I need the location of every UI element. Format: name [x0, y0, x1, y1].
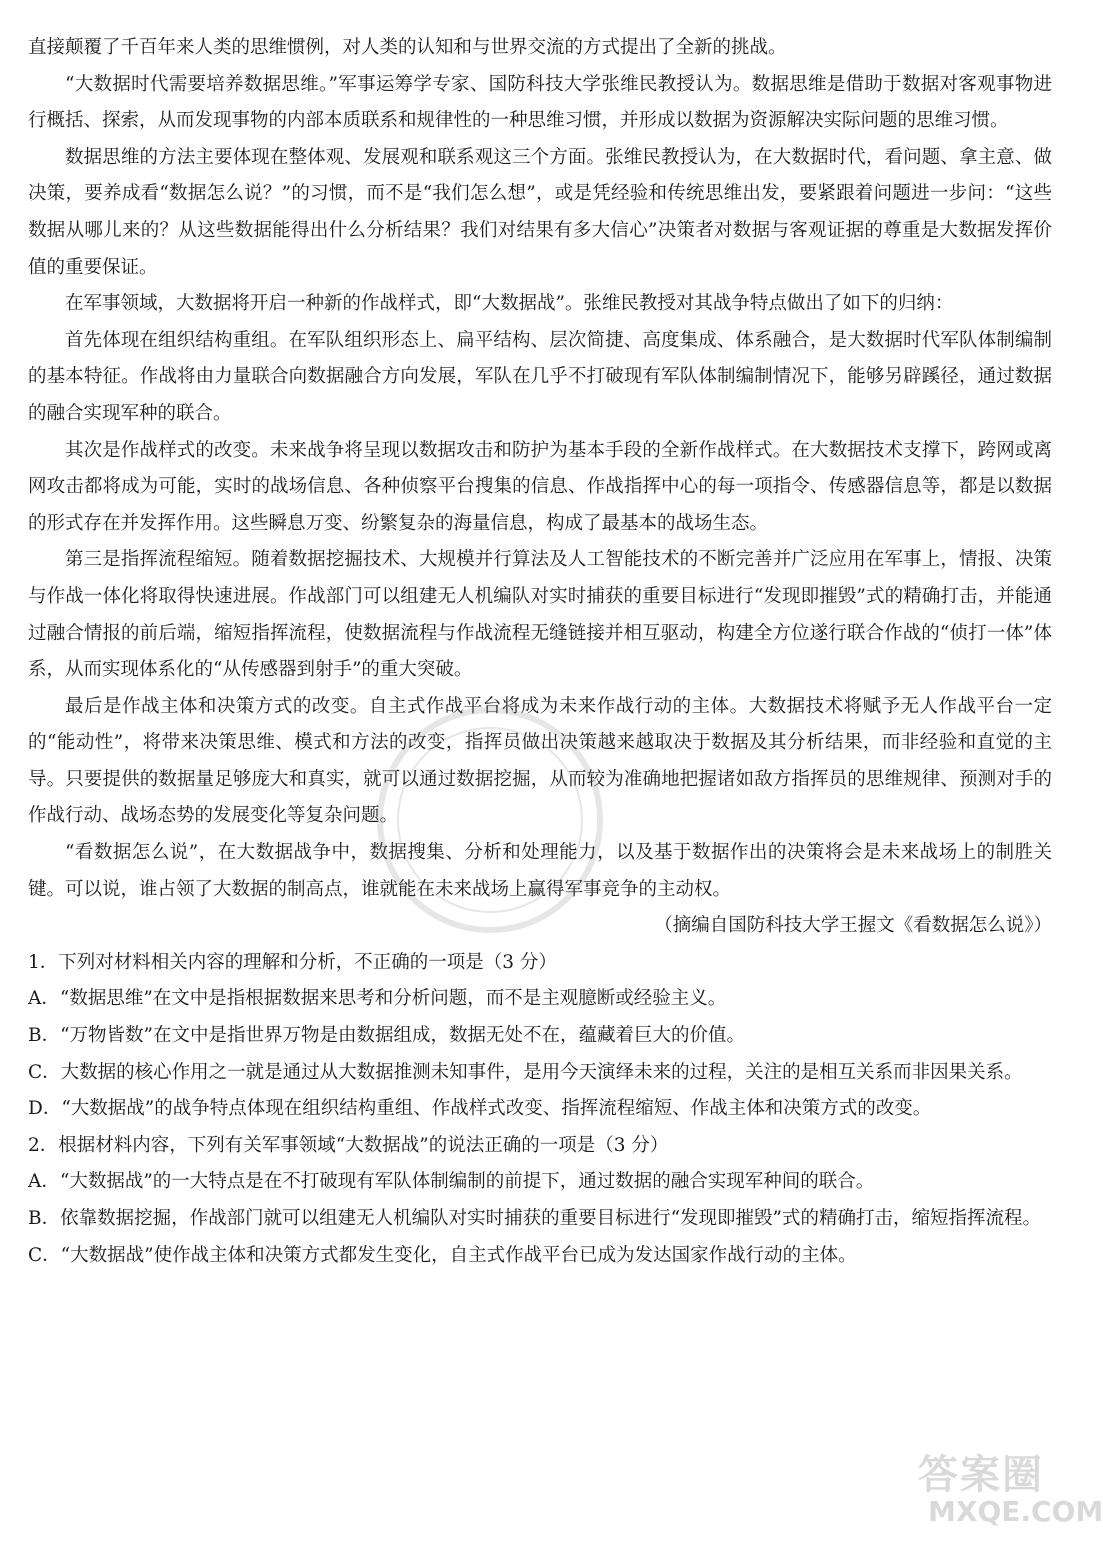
answer-option: B．“万物皆数”在文中是指世界万物是由数据组成，数据无处不在，蕴藏着巨大的价值。: [28, 1025, 746, 1047]
article-source: （摘编自国防科技大学王握文《看数据怎么说》）: [654, 915, 1052, 937]
article-paragraph: “看数据怎么说”，在大数据战争中，数据搜集、分析和处理能力，以及基于数据作出的决策将会是未来战场上的制胜关键。可以说，谁占领了大数据的制高点，谁就能在未来战场上赢得军事竞争的主动权。: [28, 842, 1052, 900]
answer-option: C．大数据的核心作用之一就是通过从大数据推测未知事件，是用今天演绎未来的过程，关注的是相互关系而非因果关系。: [28, 1061, 1023, 1083]
watermark-site-url: MXQE.COM: [928, 1495, 1103, 1528]
article-paragraph: 首先体现在组织结构重组。在军队组织形态上、扁平结构、层次简捷、高度集成、体系融合，是大数据时代军队体制编制的基本特征。作战将由力量联合向数据融合方向发展，军队在几乎不打破现有军队体制编制情况下，能够另辟蹊径，通过数据的融合实现军种的联合。: [28, 329, 1052, 424]
answer-option: D．“大数据战”的战争特点体现在组织结构重组、作战样式改变、指挥流程缩短、作战主体和决策方式的改变。: [28, 1098, 932, 1120]
document-page: [28, 30, 1052, 1274]
article-paragraph: “大数据时代需要培养数据思维。”军事运筹学专家、国防科技大学张维民教授认为。数据思维是借助于数据对客观事物进行概括、探索，从而发现事物的内部本质联系和规律性的一种思维习惯，并形成以数据为资源解决实际问题的思维习惯。: [28, 73, 1052, 132]
questions-section: [28, 945, 1052, 1274]
article-paragraph: 直接颠覆了千百年来人类的思维惯例，对人类的认知和与世界交流的方式提出了全新的挑战。: [28, 37, 787, 58]
answer-option: C．“大数据战”使作战主体和决策方式都发生变化，自主式作战平台已成为发达国家作战行动的主体。: [28, 1244, 857, 1266]
answer-option: B．依靠数据挖掘，作战部门就可以组建无人机编队对实时捕获的重要目标进行“发现即摧毁”式的精确打击，缩短指挥流程。: [28, 1208, 1042, 1229]
watermark-site-text: 答案圈: [918, 1452, 1044, 1498]
answer-option: A．“数据思维”在文中是指根据数据来思考和分析问题，而不是主观臆断或经验主义。: [28, 988, 727, 1010]
question-stem: 2．根据材料内容，下列有关军事领域“大数据战”的说法正确的一项是（3 分）: [28, 1134, 669, 1156]
answer-option: A．“大数据战”的一大特点是在不打破现有军队体制编制的前提下，通过数据的融合实现军种间的联合。: [28, 1171, 875, 1193]
article-paragraph: 最后是作战主体和决策方式的改变。自主式作战平台将成为未来作战行动的主体。大数据技术将赋予无人作战平台一定的“能动性”，将带来决策思维、模式和方法的改变，指挥员做出决策越来越取决于数据及其分析结果，而非经验和直觉的主导。只要提供的数据量足够庞大和真实，就可以通过数据挖掘，从而较为准确地把握诸如敌方指挥员的思维规律、预测对手的作战行动、战场态势的发展变化等复杂问题。: [28, 695, 1052, 827]
article-paragraph: 第三是指挥流程缩短。随着数据挖掘技术、大规模并行算法及人工智能技术的不断完善并广泛应用在军事上，情报、决策与作战一体化将取得快速进展。作战部门可以组建无人机编队对实时捕获的重要目标进行“发现即摧毁”式的精确打击，并能通过融合情报的前后端，缩短指挥流程，使数据流程与作战流程无缝链接并相互驱动，构建全方位遂行联合作战的“侦打一体”体系，从而实现体系化的“从传感器到射手”的重大突破。: [28, 549, 1052, 681]
article-paragraph: 其次是作战样式的改变。未来战争将呈现以数据攻击和防护为基本手段的全新作战样式。在大数据技术支撑下，跨网或离网攻击都将成为可能，实时的战场信息、各种侦察平台搜集的信息、作战指挥中心的每一项指令、传感器信息等，都是以数据的形式存在并发挥作用。这些瞬息万变、纷繁复杂的海量信息，构成了最基本的战场生态。: [28, 439, 1052, 534]
site-watermark: [918, 1443, 1103, 1533]
article-paragraph: 在军事领域，大数据将开启一种新的作战样式，即“大数据战”。张维民教授对其战争特点做出了如下的归纳：: [65, 293, 954, 315]
question-stem: 1．下列对材料相关内容的理解和分析，不正确的一项是（3 分）: [28, 951, 557, 973]
article-paragraph: 数据思维的方法主要体现在整体观、发展观和联系观这三个方面。张维民教授认为，在大数据时代，看问题、拿主意、做决策，要养成看“数据怎么说？”的习惯，而不是“我们怎么想”，或是凭经验和传统思维出发，要紧跟着问题进一步问：“这些数据从哪儿来的？从这些数据能得出什么分析结果？我们对结果有多大信心”决策者对数据与客观证据的尊重是大数据发挥价值的重要保证。: [28, 146, 1052, 278]
article-body: [28, 30, 1052, 945]
